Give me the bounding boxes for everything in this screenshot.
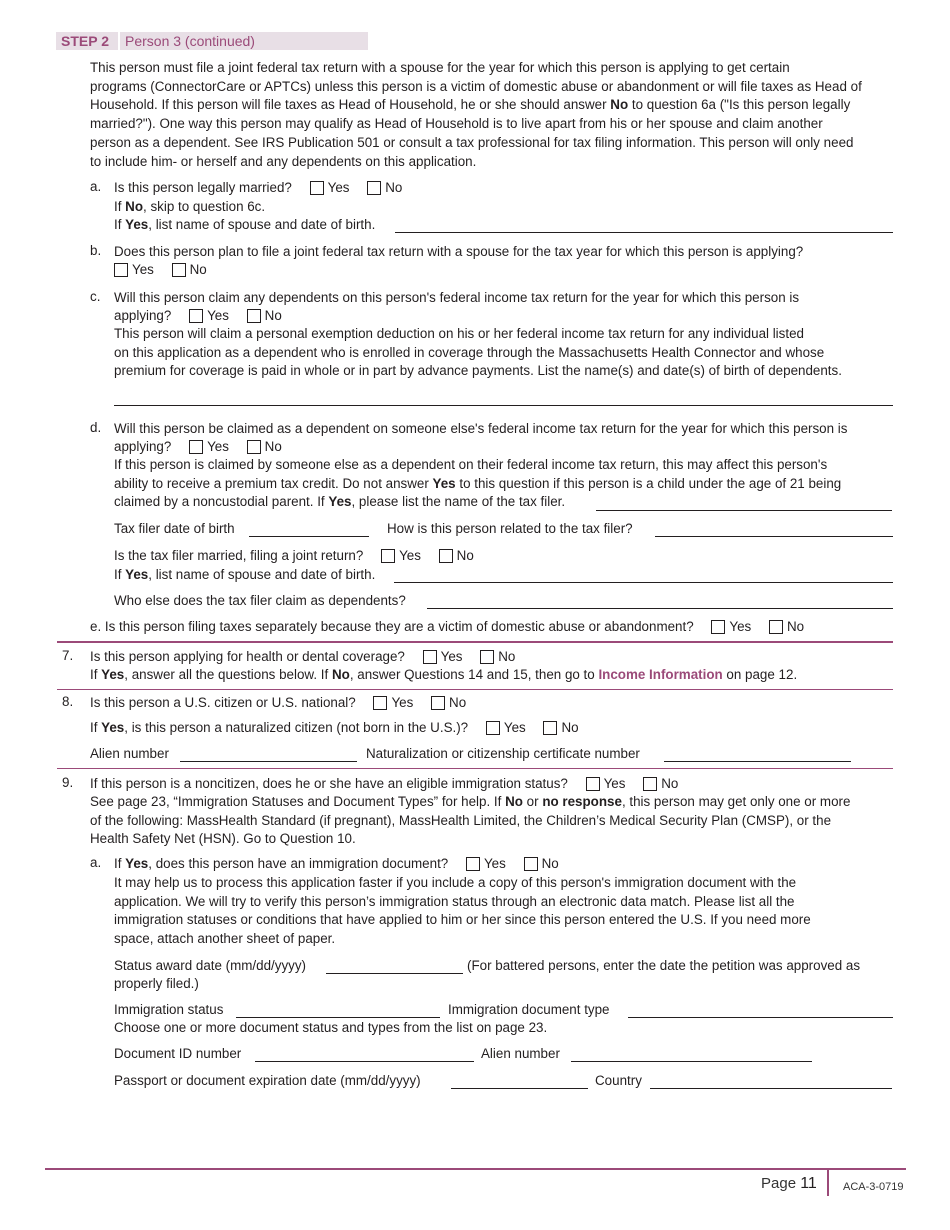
q8-no-checkbox[interactable] bbox=[431, 696, 445, 710]
q6a-no-checkbox[interactable] bbox=[367, 181, 381, 195]
q6a-skip-note: If No, skip to question 6c. bbox=[114, 199, 266, 214]
q8-alien-label: Alien number bbox=[90, 746, 169, 761]
q6d-no-checkbox[interactable] bbox=[247, 440, 261, 454]
step-divider bbox=[118, 32, 120, 50]
q9a-country-label: Country bbox=[595, 1073, 642, 1088]
q8-naturalized-question: If Yes, is this person a naturalized citizen (not born in the U.S.)? Yes No bbox=[90, 720, 579, 735]
q6c-letter: c. bbox=[90, 289, 101, 304]
q9a-status-field[interactable] bbox=[236, 1004, 440, 1018]
q6d-spouse-field[interactable] bbox=[394, 569, 893, 583]
q6a-letter: a. bbox=[90, 179, 102, 194]
q6d-tax-filer-field[interactable] bbox=[596, 497, 892, 511]
q7-no-checkbox[interactable] bbox=[480, 650, 494, 664]
q9-explanation: See page 23, “Immigration Statuses and Document Types” for help. If No or no response, this person may get only one or more of the following: MassHealth Standard (if pregnant), MassHealth Limited, the Children’s Medical Security Plan (CMSP), or the Health Safety Net (HSN). Go to Question 10. bbox=[90, 794, 851, 847]
income-information-link[interactable]: Income Information bbox=[598, 667, 723, 682]
q9-number: 9. bbox=[62, 775, 74, 790]
q7-number: 7. bbox=[62, 648, 74, 663]
q8-yes-checkbox[interactable] bbox=[373, 696, 387, 710]
q9a-award-label: Status award date (mm/dd/yyyy) bbox=[114, 958, 306, 973]
q6d-who-else-field[interactable] bbox=[427, 595, 893, 609]
q6d-letter: d. bbox=[90, 420, 102, 435]
q9a-docid-field[interactable] bbox=[255, 1048, 474, 1062]
q8-naturalized-no-checkbox[interactable] bbox=[543, 721, 557, 735]
q9-yes-checkbox[interactable] bbox=[586, 777, 600, 791]
q6d-explanation: If this person is claimed by someone else as a dependent on their federal income tax return, this may affect this person's ability to receive a premium tax credit. Do not answer Yes to this question if this person is a child under the age of 21 being claimed by a noncustodial parent. If Yes, please list the name of the tax filer. bbox=[114, 457, 842, 510]
intro-line: programs (ConnectorCare or APTCs) unless this person is a victim of domestic abuse or abandonment or will file taxes as Head of bbox=[90, 78, 862, 94]
q6e-question: e. Is this person filing taxes separately because they are a victim of domestic abuse or abandonment? Yes No bbox=[90, 619, 805, 634]
q9a-doctype-label: Immigration document type bbox=[448, 1002, 610, 1017]
q6d-who-else-label: Who else does the tax filer claim as dependents? bbox=[114, 593, 406, 608]
page-label: Page bbox=[761, 1175, 797, 1192]
q6d-question-cont: applying? Yes No bbox=[114, 439, 282, 454]
q6d-question: Will this person be claimed as a dependent on someone else's federal income tax return for the year for which this person is bbox=[114, 421, 848, 436]
footer-page bbox=[761, 1175, 817, 1193]
intro-line: married?"). One way this person may qualify as Head of Household is to live apart from his or her spouse and claim another bbox=[90, 116, 823, 132]
q9a-award-note-cont: properly filed.) bbox=[114, 976, 199, 991]
q9a-doctype-field[interactable] bbox=[628, 1004, 893, 1018]
intro-line: to include him- or herself and any dependents on this application. bbox=[90, 153, 477, 169]
q6c-explanation: This person will claim a personal exemption deduction on his or her federal income tax return for any individual listed on this application as a dependent who is enrolled in coverage through the Massachusetts Health Connector and whose premium for coverage is paid in whole or in part by advance payments. List the name(s) and date(s) of birth of dependents. bbox=[114, 326, 842, 379]
intro-line: person as a dependent. See IRS Publication 501 or consult a tax professional for tax filing information. This person will only need bbox=[90, 134, 854, 150]
q9-no-checkbox[interactable] bbox=[643, 777, 657, 791]
q9a-letter: a. bbox=[90, 855, 102, 870]
q9a-award-note: (For battered persons, enter the date the petition was approved as bbox=[467, 958, 861, 973]
q6a-question: Is this person legally married? Yes No bbox=[114, 180, 403, 195]
q8-alien-field[interactable] bbox=[180, 748, 357, 762]
q8-question: Is this person a U.S. citizen or U.S. national? Yes No bbox=[90, 695, 467, 710]
q8-cert-label: Naturalization or citizenship certificate number bbox=[366, 746, 640, 761]
q9a-award-field[interactable] bbox=[326, 960, 463, 974]
intro-line: Household. If this person will file taxes as Head of Household, he or she should answer No to question 6a ("Is this person legally bbox=[90, 97, 851, 113]
section-divider bbox=[57, 641, 893, 643]
q9a-explanation: It may help us to process this application faster if you include a copy of this person's immigration document with the application. We will try to verify this person’s immigration status through an electronic data match. Please list all the immigration statuses or conditions that have applied to him or her since this person entered the U.S. If you need more space, attach another sheet of paper. bbox=[114, 875, 811, 947]
q9a-docid-label: Document ID number bbox=[114, 1046, 242, 1061]
step-label: STEP 2 bbox=[61, 33, 109, 49]
form-code: ACA-3-0719 bbox=[843, 1181, 904, 1193]
q6b-question: Does this person plan to file a joint federal tax return with a spouse for the tax year for which this person is applying? bbox=[114, 244, 804, 259]
q9a-passport-field[interactable] bbox=[451, 1075, 588, 1089]
q6d-spouse-label: If Yes, list name of spouse and date of birth. bbox=[114, 567, 376, 582]
footer-rule bbox=[45, 1168, 906, 1170]
q9a-yes-checkbox[interactable] bbox=[466, 857, 480, 871]
q6d-related-field[interactable] bbox=[655, 523, 893, 537]
q9a-choose-note: Choose one or more document status and types from the list on page 23. bbox=[114, 1020, 548, 1035]
q9a-no-checkbox[interactable] bbox=[524, 857, 538, 871]
q6d-married-yes-checkbox[interactable] bbox=[381, 549, 395, 563]
footer-page-divider bbox=[827, 1170, 829, 1196]
q9a-alien-label: Alien number bbox=[481, 1046, 560, 1061]
q7-question: Is this person applying for health or dental coverage? Yes No bbox=[90, 649, 516, 664]
q6d-yes-checkbox[interactable] bbox=[189, 440, 203, 454]
q6d-dob-field[interactable] bbox=[249, 523, 369, 537]
q9a-country-field[interactable] bbox=[650, 1075, 892, 1089]
q7-instructions: If Yes, answer all the questions below. If No, answer Questions 14 and 15, then go to Income Information on page 12. bbox=[90, 667, 798, 682]
q6b-yes-checkbox[interactable] bbox=[114, 263, 128, 277]
q6b-letter: b. bbox=[90, 243, 102, 258]
q6c-yes-checkbox[interactable] bbox=[189, 309, 203, 323]
q9-question: If this person is a noncitizen, does he or she have an eligible immigration status? Yes No bbox=[90, 776, 679, 791]
q6e-no-checkbox[interactable] bbox=[769, 620, 783, 634]
q6d-married-no-checkbox[interactable] bbox=[439, 549, 453, 563]
intro-line: This person must file a joint federal tax return with a spouse for the year for which this person is applying to get certain bbox=[90, 60, 790, 75]
q6a-spouse-label: If Yes, list name of spouse and date of birth. bbox=[114, 217, 376, 232]
q8-cert-field[interactable] bbox=[664, 748, 851, 762]
intro-paragraph bbox=[90, 59, 910, 171]
q6e-yes-checkbox[interactable] bbox=[711, 620, 725, 634]
q6c-question: Will this person claim any dependents on this person's federal income tax return for the year for which this person is bbox=[114, 290, 800, 305]
section-divider bbox=[57, 689, 893, 690]
step-title: Person 3 (continued) bbox=[125, 33, 255, 49]
q9a-passport-label: Passport or document expiration date (mm/dd/yyyy) bbox=[114, 1073, 421, 1088]
q6b-no-checkbox[interactable] bbox=[172, 263, 186, 277]
q6c-no-checkbox[interactable] bbox=[247, 309, 261, 323]
q6d-related-label: How is this person related to the tax filer? bbox=[387, 521, 633, 536]
q6c-question-cont: applying? Yes No bbox=[114, 308, 282, 323]
q6a-spouse-field[interactable] bbox=[395, 219, 893, 233]
q9a-alien-field[interactable] bbox=[571, 1048, 812, 1062]
q6b-options: Yes No bbox=[114, 261, 207, 279]
q8-number: 8. bbox=[62, 694, 74, 709]
section-divider bbox=[57, 768, 893, 769]
q9a-question: If Yes, does this person have an immigration document? Yes No bbox=[114, 856, 559, 871]
q6a-yes-checkbox[interactable] bbox=[310, 181, 324, 195]
q8-naturalized-yes-checkbox[interactable] bbox=[486, 721, 500, 735]
q6c-dependents-field[interactable] bbox=[114, 392, 893, 406]
q7-yes-checkbox[interactable] bbox=[423, 650, 437, 664]
q6d-dob-label: Tax filer date of birth bbox=[114, 521, 235, 536]
q6d-married-question: Is the tax filer married, filing a joint return? Yes No bbox=[114, 548, 474, 563]
q9a-status-label: Immigration status bbox=[114, 1002, 224, 1017]
step-header bbox=[56, 32, 368, 50]
page-number: 11 bbox=[800, 1175, 817, 1192]
